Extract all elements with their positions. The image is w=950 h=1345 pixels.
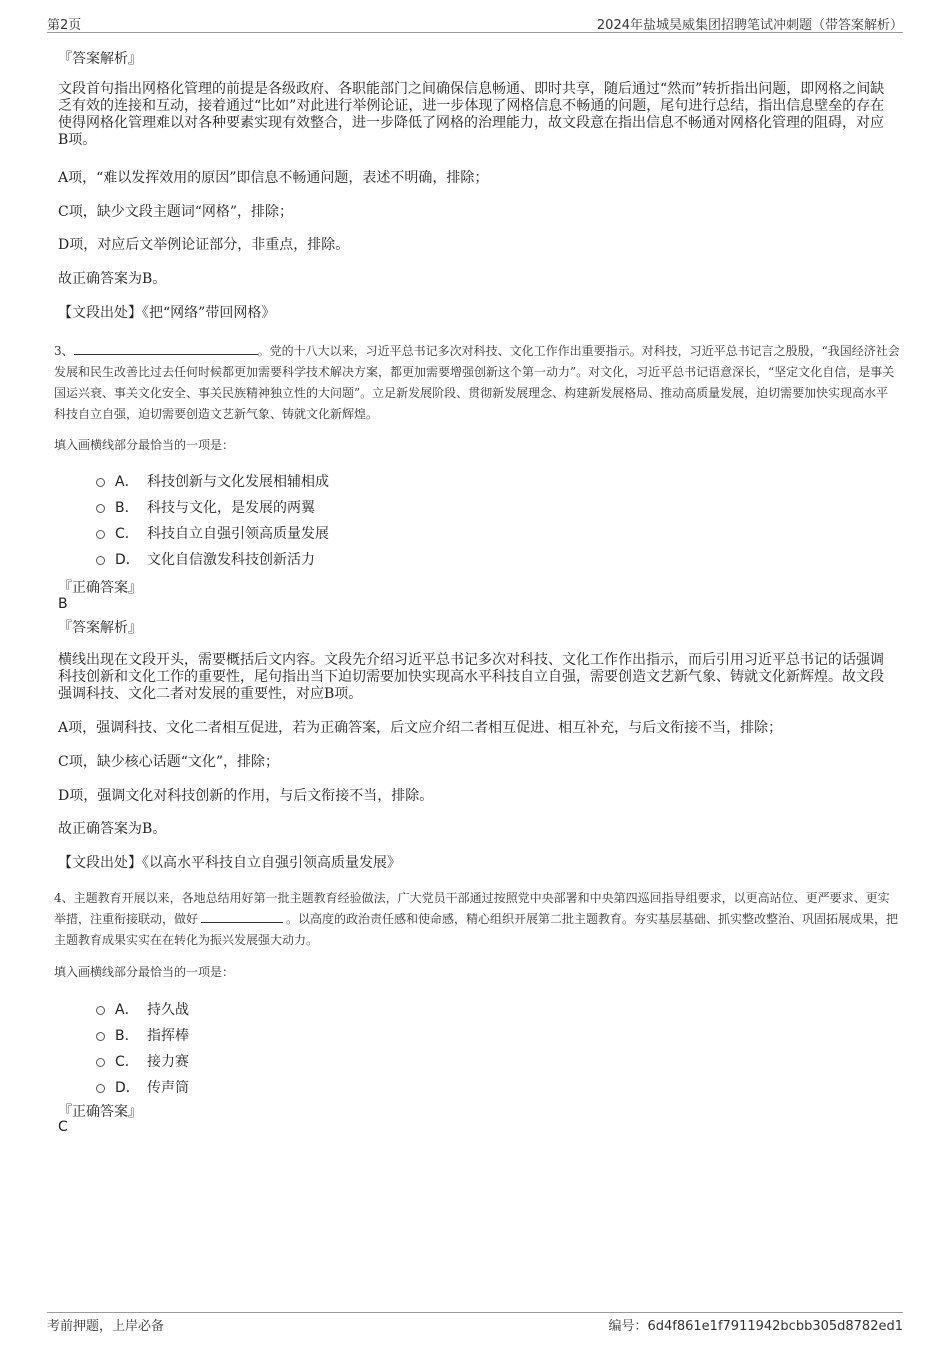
question-4	[54, 888, 900, 951]
document-title: 2024年盐城昊威集团招聘笔试冲刺题（带答案解析）	[596, 18, 903, 33]
analysis-text: 文段首句指出网格化管理的前提是各级政府、各职能部门之间确保信息畅通、即时共享，随后通过“然而”转折指出问题，即网格之间缺乏有效的连接和互动，接着通过“比如”对此进行举例论证，进一步体现了网格信息不畅通的问题，尾句进行总结，指出信息壁垒的存在使得网格化管理难以对各种要素实现有效整合，进一步降低了网格的治理能力，故文段意在指出信息不畅通对网格化管理的阻碍，对应B项。	[58, 81, 885, 148]
analysis-option-c: C项，缺少文段主题词“网格”，排除；	[58, 204, 294, 220]
question-text: 4、主题教育开展以来，各地总结用好第一批主题教育经验做法，广大党员干部通过按照党中央部署和中央第四巡回指导组要求，以更高站位、更严要求、更实举措，注重衔接联动，做好	[54, 891, 890, 926]
page-header	[47, 14, 903, 33]
option-d[interactable]: D． 文化自信激发科技创新活力	[96, 549, 315, 567]
correct-answer-label: 『正确答案』	[58, 580, 142, 596]
option-c[interactable]: C． 科技自立自强引领高质量发展	[96, 523, 329, 541]
question-prompt: 填入画横线部分最恰当的一项是：	[54, 965, 235, 979]
analysis-text: 横线出现在文段开头，需要概括后文内容。文段先介绍习近平总书记多次对科技、文化工作作出指示，而后引用习近平总书记的话强调科技创新和文化工作的重要性，尾句指出当下迫切需要加快实现高水平科技自立自强，需要创造文艺新气象、铸就文化新辉煌。故文段强调科技、文化二者对发展的重要性，对应B项。	[58, 652, 884, 702]
option-a[interactable]: A． 科技创新与文化发展相辅相成	[96, 471, 329, 489]
correct-answer-label: 『正确答案』	[58, 1104, 142, 1120]
radio-icon[interactable]	[96, 1084, 105, 1093]
radio-icon[interactable]	[96, 478, 105, 487]
question-prompt: 填入画横线部分最恰当的一项是：	[54, 438, 235, 452]
radio-icon[interactable]	[96, 1032, 105, 1041]
analysis-label: 『答案解析』	[58, 51, 142, 67]
analysis-option-c: C项，缺少核心话题“文化”，排除；	[58, 754, 280, 770]
radio-icon[interactable]	[96, 556, 105, 565]
passage-source: 【文段出处】《以高水平科技自立自强引领高质量发展》	[58, 855, 401, 871]
option-d[interactable]: D． 传声筒	[96, 1077, 189, 1095]
radio-icon[interactable]	[96, 504, 105, 513]
option-b[interactable]: B． 指挥棒	[96, 1025, 189, 1043]
analysis-option-d: D项，强调文化对科技创新的作用，与后文衔接不当，排除。	[58, 788, 434, 804]
radio-icon[interactable]	[96, 1006, 105, 1015]
page-number: 第2页	[47, 18, 82, 33]
question-number: 3、	[54, 344, 74, 358]
document-code: 编号：6d4f861e1f7911942bcbb305d8782ed1	[608, 1319, 903, 1334]
question-text-continued: 。以高度的政治责任感和使命感，精心组织开展第二批主题教育。夯实基层基础、抓实整改整治、巩固拓展成果，把主题教育成果实实在在转化为振兴发展强大动力。	[54, 912, 899, 947]
analysis-conclusion: 故正确答案为B。	[58, 821, 167, 837]
correct-answer: B	[58, 596, 68, 612]
radio-icon[interactable]	[96, 530, 105, 539]
page-footer	[47, 1312, 903, 1333]
option-b[interactable]: B． 科技与文化，是发展的两翼	[96, 497, 315, 515]
passage-source: 【文段出处】《把“网络”带回网格》	[58, 305, 276, 321]
question-3	[54, 341, 900, 425]
fill-blank	[201, 910, 283, 923]
analysis-option-a: A项，“难以发挥效用的原因”即信息不畅通问题，表述不明确，排除；	[58, 170, 489, 186]
fill-blank	[74, 342, 258, 355]
analysis-option-a: A项，强调科技、文化二者相互促进，若为正确答案，后文应介绍二者相互促进、相互补充，与后文衔接不当，排除；	[58, 720, 783, 736]
radio-icon[interactable]	[96, 1058, 105, 1067]
analysis-conclusion: 故正确答案为B。	[58, 271, 167, 287]
question-text: 。党的十八大以来，习近平总书记多次对科技、文化工作作出重要指示。对科技，习近平总书记言之殷殷，“我国经济社会发展和民生改善比过去任何时候都更加需要科学技术解决方案，都更加需要增强创新这个第一动力”。对文化，习近平总书记语意深长，“坚定文化自信，是事关国运兴衰、事关文化安全、事关民族精神独立性的大问题”。立足新发展阶段、贯彻新发展理念、构建新发展格局、推动高质量发展，迫切需要加快实现高水平科技自立自强，迫切需要创造文艺新气象、铸就文化新辉煌。	[54, 344, 900, 421]
footer-slogan: 考前押题，上岸必备	[47, 1319, 165, 1334]
correct-answer: C	[58, 1119, 68, 1135]
option-a[interactable]: A． 持久战	[96, 999, 189, 1017]
analysis-label: 『答案解析』	[58, 620, 142, 636]
analysis-option-d: D项，对应后文举例论证部分，非重点，排除。	[58, 237, 350, 253]
option-c[interactable]: C． 接力赛	[96, 1051, 189, 1069]
